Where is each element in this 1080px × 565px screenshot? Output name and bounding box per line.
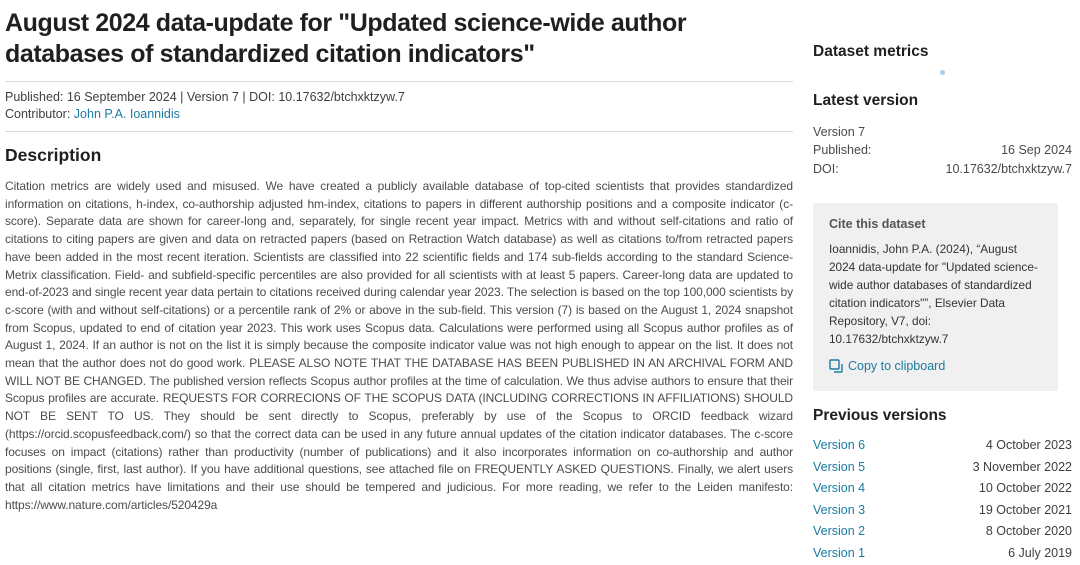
- copy-icon: [829, 359, 843, 373]
- version-row: [813, 500, 1072, 522]
- doi-value: 10.17632/btchxktzyw.7: [945, 162, 1072, 176]
- version-4-link[interactable]: Version 4: [813, 481, 866, 496]
- version-row: [813, 457, 1072, 479]
- published-label: Published:: [813, 143, 872, 157]
- contributor-label: Contributor:: [5, 107, 71, 121]
- copy-to-clipboard-button[interactable]: [829, 357, 945, 375]
- version-5-link[interactable]: Version 5: [813, 459, 866, 474]
- latest-version-heading: Latest version: [813, 92, 919, 109]
- latest-version-number: Version 7: [813, 125, 866, 139]
- published-value: 16 Sep 2024: [1001, 143, 1072, 157]
- contributor-link[interactable]: John P.A. Ioannidis: [73, 107, 180, 121]
- version-6-link[interactable]: Version 6: [813, 438, 866, 452]
- version-1-link[interactable]: Version 1: [813, 545, 866, 560]
- version-5-date: 3 November 2022: [972, 459, 1072, 474]
- version-row: [813, 478, 1072, 500]
- doi-label: DOI:: [813, 162, 839, 176]
- version-row: [813, 435, 1072, 457]
- published-row: [813, 141, 1072, 160]
- version-row: [813, 543, 1072, 565]
- version-2-link[interactable]: Version 2: [813, 524, 866, 539]
- main-column: [5, 0, 793, 565]
- cite-heading: Cite this dataset: [829, 217, 926, 231]
- version-1-date: 6 July 2019: [1008, 545, 1072, 560]
- description-heading: Description: [5, 145, 102, 165]
- contributor-line: [5, 106, 793, 123]
- description-text: Citation metrics are widely used and misused. We have created a publicly available database of top-cited scientists that provides standardized information on citations, h-index, co-authorship adjusted hm-index, citations to papers in different authorship positions and a composite indicator (c-score). Separate data are shown for career-long and, separately, for single recent year impact. Metrics with and without self-citations and ratio of citations to citing papers are given and data on retracted papers (based on Retraction Watch database) as well as citations to/from retracted papers have been added in the most recent iteration. Scientists are classified into 22 scientific fields and 174 sub-fields according to the standard Science-Metrix classification. Field- and subfield-specific percentiles are also provided for all scientists with at least 5 papers. Career-long data are updated to end-of-2023 and single recent year data pertain to citations received during calendar year 2023. The selection is based on the top 100,000 scientists by c-score (with and without self-citations) or a percentile rank of 2% or above in the sub-field. This version (7) is based on the August 1, 2024 snapshot from Scopus, updated to end of citation year 2023. This work uses Scopus data. Calculations were performed using all Scopus author profiles as of August 1, 2024. If an author is not on the list it is simply because the composite indicator value was not high enough to appear on the list. It does not mean that the author does not do good work. PLEASE ALSO NOTE THAT THE DATABASE HAS BEEN PUBLISHED IN AN ARCHIVAL FORM AND WILL NOT BE CHANGED. The published version reflects Scopus author profiles at the time of calculation. We thus advise authors to ensure that their Scopus profiles are accurate. REQUESTS FOR CORRECIONS OF THE SCOPUS DATA (INCLUDING CORRECTIONS IN AFFILIATIONS) SHOULD NOT BE SENT TO US. They should be sent directly to Scopus, preferably by use of the Scopus to ORCID feedback wizard (https://orcid.scopusfeedback.com/) so that the correct data can be used in any future annual updates of the citation indicator databases. The c-score focuses on impact (citations) rather than productivity (number of publications) and it also incorporates information on co-authorship and author positions (single, first, last author). If you have additional questions, see attached file on FREQUENTLY ASKED QUESTIONS. Finally, we alert users that all citation metrics have limitations and their use should be tempered and judicious. For more reading, we refer to the Leiden manifesto: https://www.nature.com/articles/520429a: [5, 179, 793, 512]
- dataset-metrics-heading: Dataset metrics: [813, 43, 929, 60]
- citation-text: Ioannidis, John P.A. (2024), “August 2024 data-update for "Updated science-wide author databases of standardized citation indicators"”, Elsevier Data Repository, V7, doi: 10.17632/btchxktzyw.7: [829, 242, 1038, 346]
- doi-row: [813, 160, 1072, 179]
- loading-spinner-icon: [940, 70, 945, 75]
- previous-versions-list: [813, 435, 1072, 565]
- version-3-date: 19 October 2021: [978, 502, 1072, 517]
- version-2-date: 8 October 2020: [985, 524, 1072, 539]
- sidebar: [813, 0, 1080, 565]
- previous-versions-heading: Previous versions: [813, 407, 947, 424]
- publication-meta: Published: 16 September 2024 | Version 7 | DOI: 10.17632/btchxktzyw.7: [5, 90, 405, 104]
- version-4-date: 10 October 2022: [978, 481, 1072, 496]
- cite-dataset-box: [813, 203, 1058, 391]
- version-6-date: 4 October 2023: [985, 438, 1072, 452]
- divider: [5, 131, 793, 132]
- meta-block: [5, 82, 793, 131]
- page-title: August 2024 data-update for "Updated science-wide author databases of standardized citation indicators": [5, 9, 687, 68]
- version-3-link[interactable]: Version 3: [813, 502, 866, 517]
- copy-label: Copy to clipboard: [848, 359, 946, 373]
